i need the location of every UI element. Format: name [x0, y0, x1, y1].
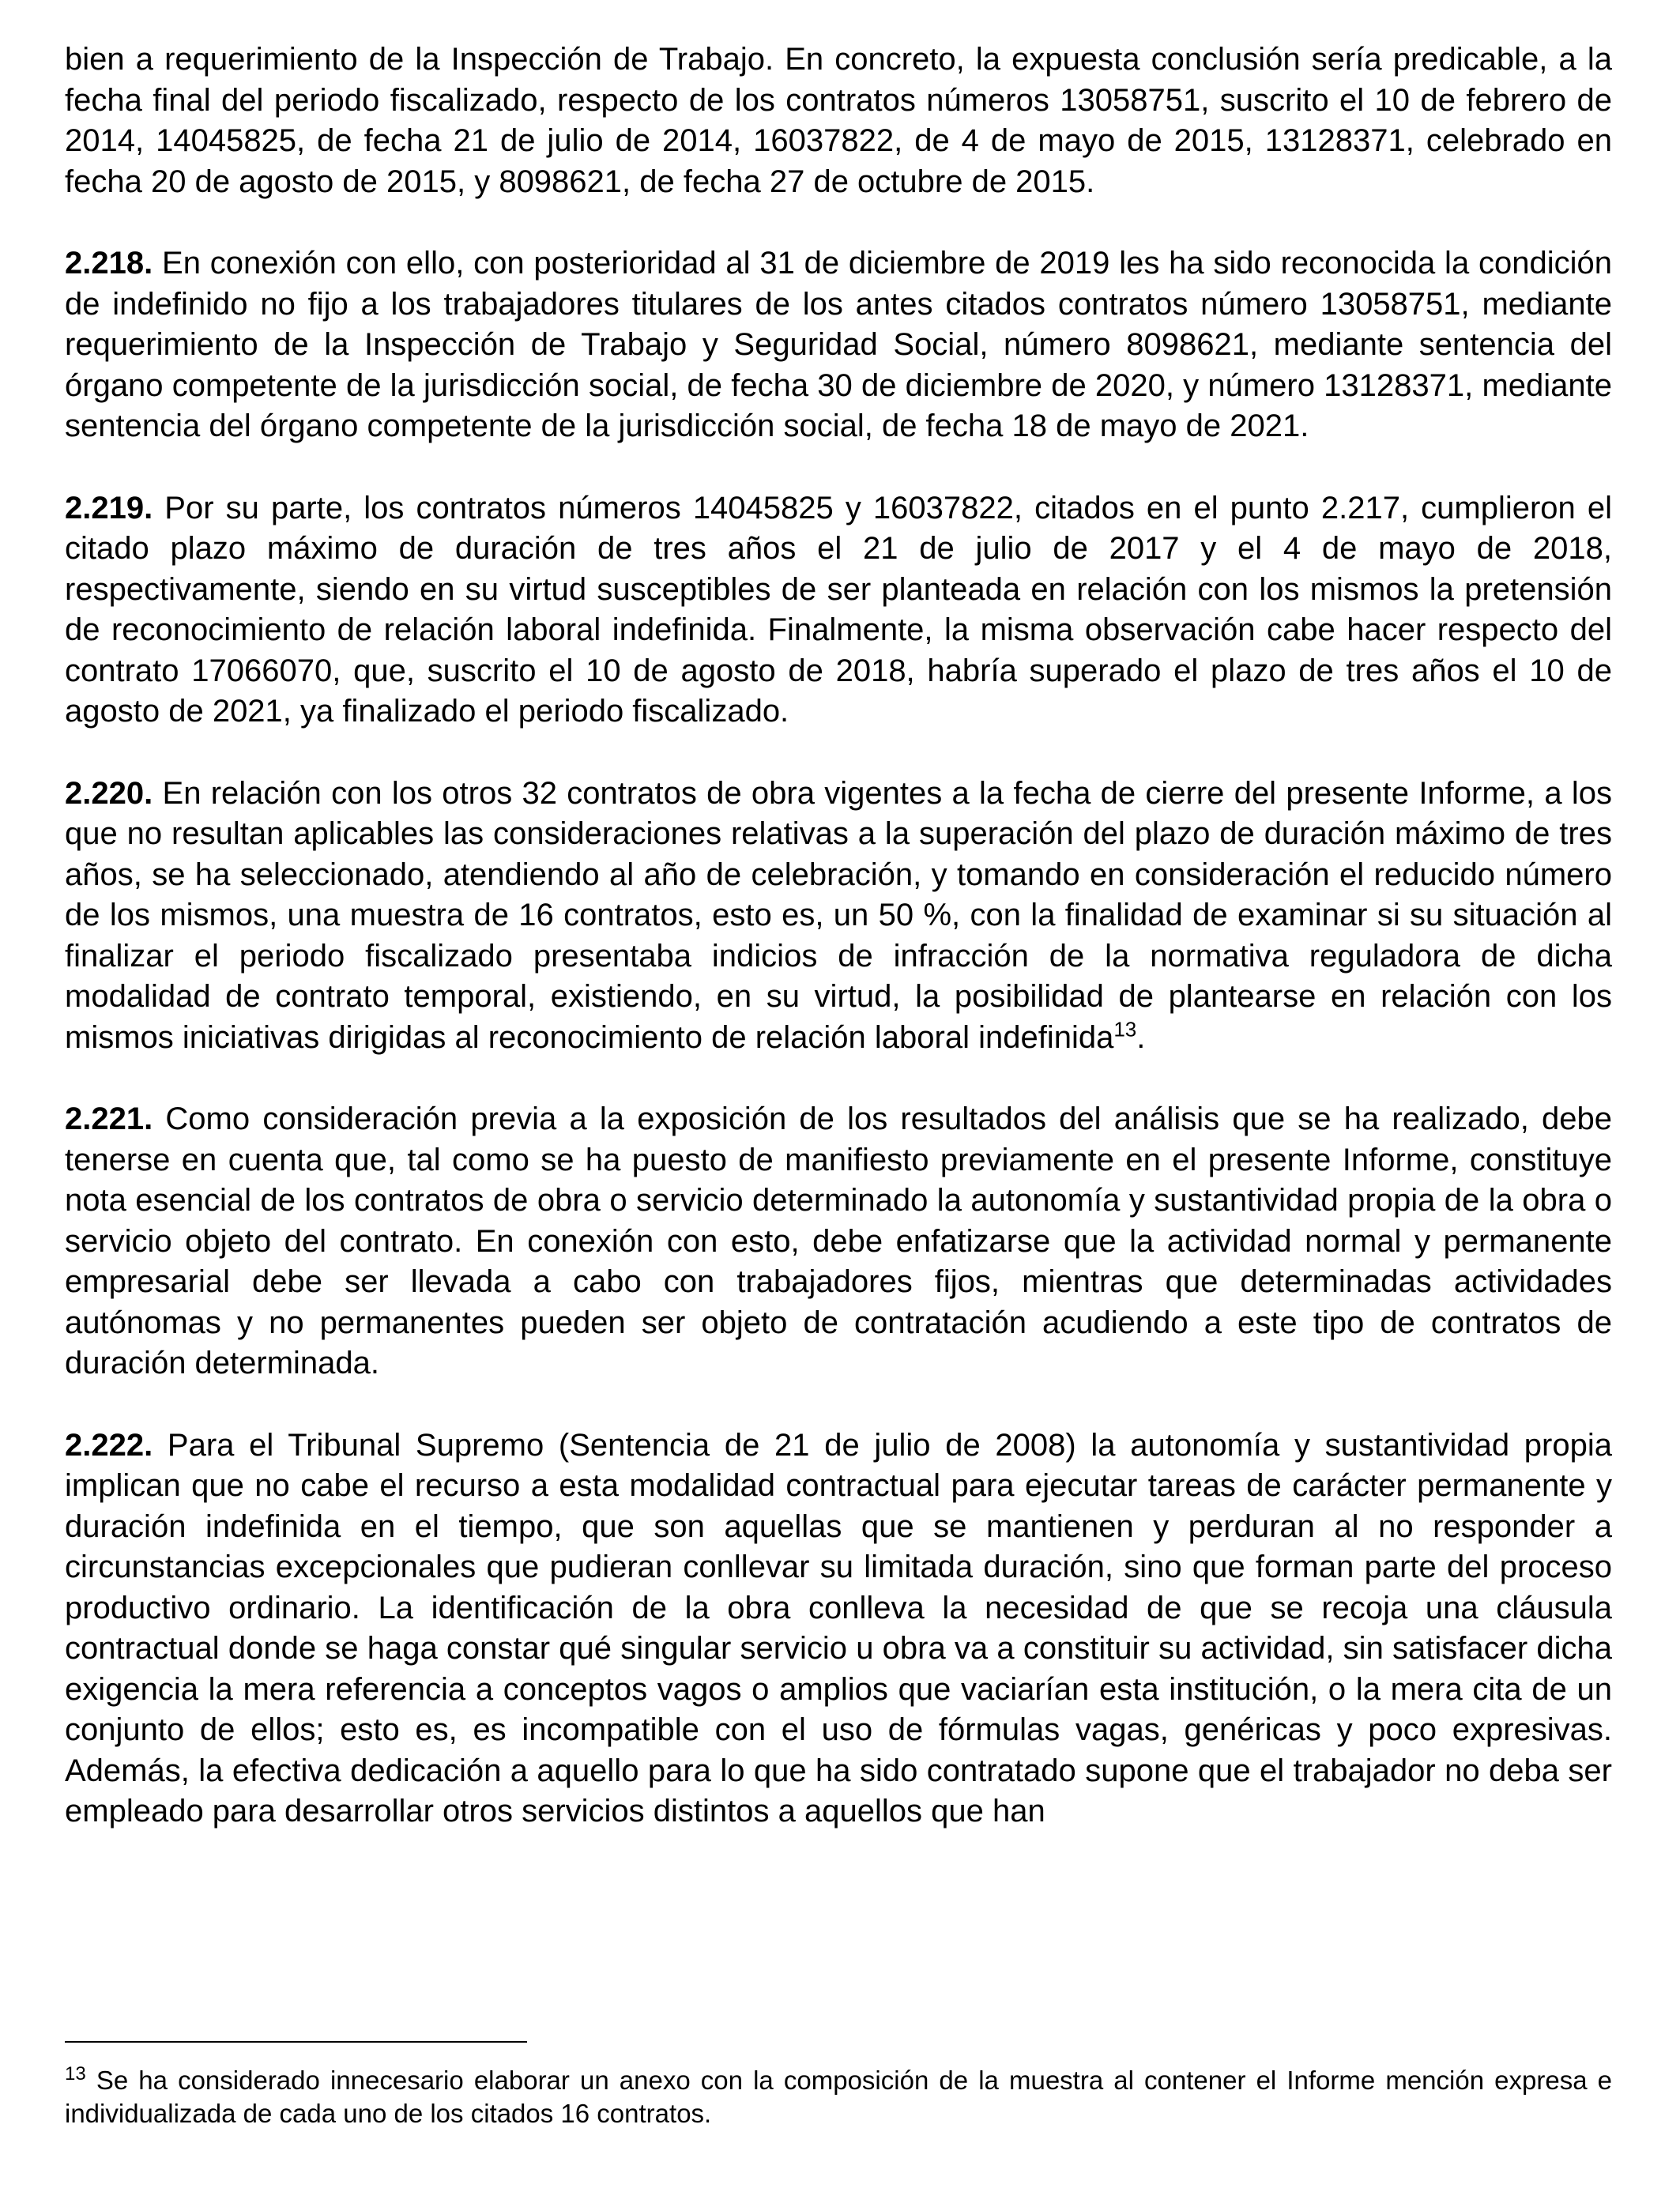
paragraph-2-219 [65, 488, 1612, 733]
paragraph-continued [65, 40, 1612, 202]
footnote-number: 13 [65, 2063, 86, 2085]
paragraph-number: 2.222. [65, 1427, 153, 1463]
paragraph-text: En conexión con ello, con posterioridad al 31 de diciembre de 2019 les ha sido reconocida la condición de indefinido no fijo a los trabajadores titulares de los antes citados contratos número 13058751, mediante requerimiento de la Inspección de Trabajo y Seguridad Social, número 8098621, mediante sentencia del órgano competente de la jurisdicción social, de fecha 30 de diciembre de 2020, y número 13128371, mediante sentencia del órgano competente de la jurisdicción social, de fecha 18 de mayo de 2021. [65, 246, 1612, 443]
paragraph-2-220 [65, 774, 1612, 1059]
footnote-reference[interactable]: 13 [1113, 1017, 1137, 1041]
footnote [65, 2064, 1612, 2130]
paragraph-text: Como consideración previa a la exposición de los resultados del análisis que se ha realizado, debe tenerse en cuenta que, tal como se ha puesto de manifiesto previamente en el presente Informe, constituye nota esencial de los contratos de obra o servicio determinado la autonomía y sustantividad propia de la obra o servicio objeto del contrato. En conexión con esto, debe enfatizarse que la actividad normal y permanente empresarial debe ser llevada a cabo con trabajadores fijos, mientras que determinadas actividades autónomas y no permanentes pueden ser objeto de contratación acudiendo a este tipo de contratos de duración determinada. [65, 1102, 1612, 1380]
paragraph-number: 2.221. [65, 1102, 153, 1136]
paragraph-number: 2.218. [65, 246, 153, 281]
paragraph-text: bien a requerimiento de la Inspección de Trabajo. En concreto, la expuesta conclusión sería predicable, a la fecha final del periodo fiscalizado, respecto de los contratos números 13058751, suscrito el 10 de febrero de 2014, 14045825, de fecha 21 de julio de 2014, 16037822, de 4 de mayo de 2015, 13128371, celebrado en fecha 20 de agosto de 2015, y 8098621, de fecha 27 de octubre de 2015. [65, 42, 1612, 199]
paragraph-2-218 [65, 243, 1612, 447]
footnote-text: Se ha considerado innecesario elaborar un anexo con la composición de la muestra al contener el Informe mención expresa e individualizada de cada uno de los citados 16 contratos. [65, 2066, 1613, 2128]
paragraph-tail: . [1136, 1019, 1146, 1055]
document-body [65, 40, 1612, 1874]
paragraph-number: 2.220. [65, 775, 153, 811]
paragraph-text: Para el Tribunal Supremo (Sentencia de 21 de julio de 2008) la autonomía y sustantividad propia implican que no cabe el recurso a esta modalidad contractual para ejecutar tareas de carácter permanente y duración indefinida en el tiempo, que son aquellas que se mantienen y perduran al no responder a circunstancias excepcionales que pudieran conllevar su limitada duración, sino que forman parte del proceso productivo ordinario. La identificación de la obra conlleva la necesidad de que se recoja una cláusula contractual donde se haga constar qué singular servicio u obra va a constituir su actividad, sin satisfacer dicha exigencia la mera referencia a conceptos vagos o amplios que vaciarían esta institución, o la mera cita de un conjunto de ellos; esto es, es incompatible con el uso de fórmulas vagas, genéricas y poco expresivas. Además, la efectiva dedicación a aquello para lo que ha sido contratado supone que el trabajador no deba ser empleado para desarrollar otros servicios distintos a aquellos que han [65, 1427, 1612, 1829]
paragraph-2-222 [65, 1426, 1612, 1832]
footnote-divider [65, 2041, 527, 2043]
paragraph-number: 2.219. [65, 490, 153, 525]
paragraph-text: Por su parte, los contratos números 14045825 y 16037822, citados en el punto 2.217, cumplieron el citado plazo máximo de duración de tres años el 21 de julio de 2017 y el 4 de mayo de 2018, respectivamente, siendo en su virtud susceptibles de ser planteada en relación con los mismos la pretensión de reconocimiento de relación laboral indefinida. Finalmente, la misma observación cabe hacer respecto del contrato 17066070, que, suscrito el 10 de agosto de 2018, habría superado el plazo de tres años el 10 de agosto de 2021, ya finalizado el periodo fiscalizado. [65, 490, 1612, 729]
paragraph-text: En relación con los otros 32 contratos de obra vigentes a la fecha de cierre del presente Informe, a los que no resultan aplicables las consideraciones relativas a la superación del plazo de duración máximo de tres años, se ha seleccionado, atendiendo al año de celebración, y tomando en consideración el reducido número de los mismos, una muestra de 16 contratos, esto es, un 50 %, con la finalidad de examinar si su situación al finalizar el periodo fiscalizado presentaba indicios de infracción de la normativa reguladora de dicha modalidad de contrato temporal, existiendo, en su virtud, la posibilidad de plantearse en relación con los mismos iniciativas dirigidas al reconocimiento de relación laboral indefinida [65, 775, 1612, 1055]
paragraph-2-221 [65, 1099, 1612, 1384]
